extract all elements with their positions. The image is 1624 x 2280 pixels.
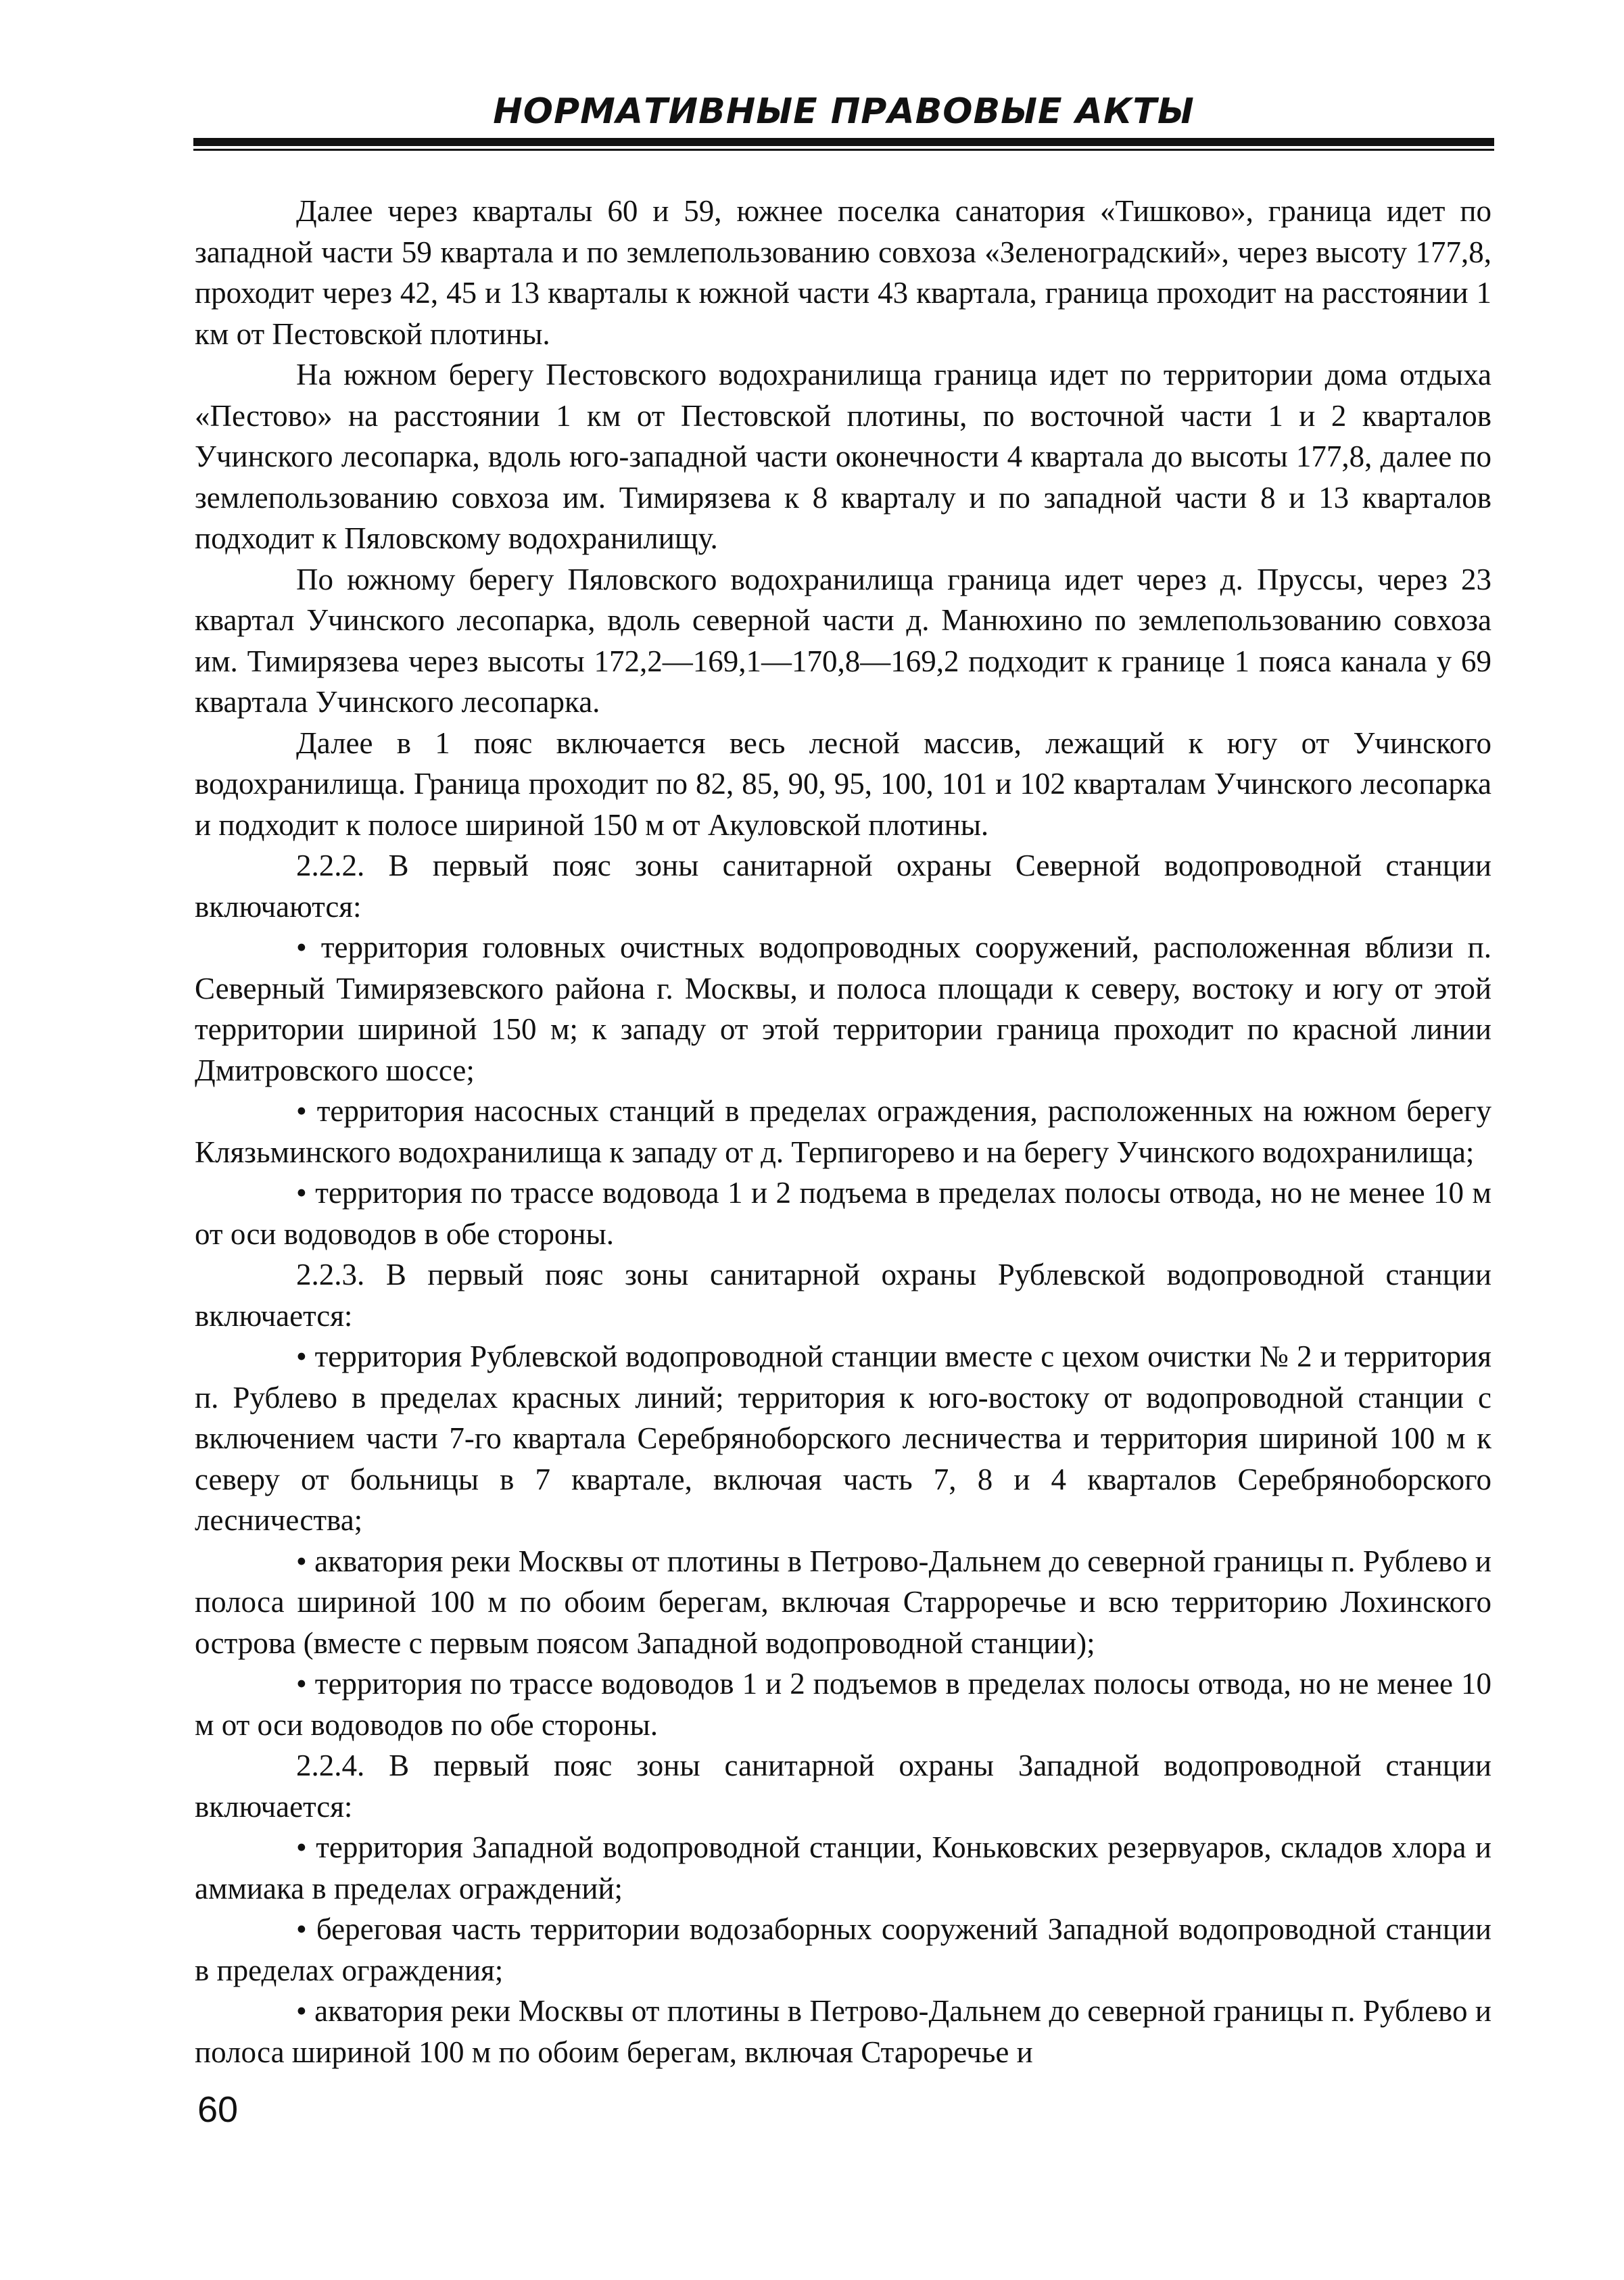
header-rule-thin <box>193 149 1494 151</box>
running-header <box>193 89 1494 151</box>
body-text <box>195 191 1491 2072</box>
section-paragraph-2-2-2: 2.2.2. В первый пояс зоны санитарной охраны Северной водопроводной станции включаются: <box>195 849 1491 924</box>
bullet-item: • территория по трассе водоводов 1 и 2 подъемов в пределах полосы отвода, но не менее 10 м от оси водоводов по обе стороны. <box>195 1667 1491 1742</box>
bullet-item: • территория головных очистных водопроводных сооружений, расположенная вблизи п. Северный Тимирязевского района г. Москвы, и полоса площади к северу, востоку и югу от этой территории шириной 150 м; к западу от этой территории граница проходит по красной линии Дмитровского шоссе; <box>195 930 1491 1087</box>
bullet-item: • береговая часть территории водозаборных сооружений Западной водопроводной станции в пределах ограждения; <box>195 1912 1491 1987</box>
paragraph: По южному берегу Пяловского водохранилища граница идет через д. Пруссы, через 23 квартал Учинского лесопарка, вдоль северной части д. Манюхино по землепользованию совхоза им. Тимирязева через высоты 172,2—169,1—170,8—169,2 подходит к границе 1 пояса канала у 69 квартала Учинского лесопарка. <box>195 562 1491 719</box>
section-title: НОРМАТИВНЫЕ ПРАВОВЫЕ АКТЫ <box>493 91 1195 132</box>
bullet-item: • территория Рублевской водопроводной станции вместе с цехом очистки № 2 и территория п. Рублево в пределах красных линий; территория к юго-востоку от водопроводной станции с включением части 7-го квартала Серебряноборского лесничества и территория шириной 100 м к северу от больницы в 7 квартале, включая часть 7, 8 и 4 кварталов Серебряноборского лесничества; <box>195 1339 1491 1537</box>
bullet-item: • территория Западной водопроводной станции, Коньковских резервуаров, складов хлора и аммиака в пределах ограждений; <box>195 1830 1491 1905</box>
bullet-item: • территория насосных станций в пределах ограждения, расположенных на южном берегу Клязьминского водохранилища к западу от д. Терпигорево и на берегу Учинского водохранилища; <box>195 1094 1491 1169</box>
paragraph: Далее в 1 пояс включается весь лесной массив, лежащий к югу от Учинского водохранилища. Граница проходит по 82, 85, 90, 95, 100, 101 и 102 кварталам Учинского лесопарка и подходит к полосе шириной 150 м от Акуловской плотины. <box>195 726 1491 842</box>
section-paragraph-2-2-4: 2.2.4. В первый пояс зоны санитарной охраны Западной водопроводной станции включается: <box>195 1749 1491 1824</box>
paragraph: На южном берегу Пестовского водохранилища граница идет по территории дома отдыха «Пестово» на расстоянии 1 км от Пестовской плотины, по восточной части 1 и 2 кварталов Учинского лесопарка, вдоль юго-западной части оконечности 4 квартала до высоты 177,8, далее по землепользованию совхоза им. Тимирязева к 8 кварталу и по западной части 8 и 13 кварталов подходит к Пяловскому водохранилищу. <box>195 358 1491 555</box>
header-rule <box>193 138 1494 146</box>
page-number: 60 <box>197 2089 239 2130</box>
bullet-item: • акватория реки Москвы от плотины в Петрово-Дальнем до северной границы п. Рублево и полоса шириной 100 м по обоим берегам, включая Старроречье и всю территорию Лохинского острова (вместе с первым поясом Западной водопроводной станции); <box>195 1544 1491 1660</box>
bullet-item: • акватория реки Москвы от плотины в Петрово-Дальнем до северной границы п. Рублево и полоса шириной 100 м по обоим берегам, включая Староречье и <box>195 1994 1491 2069</box>
paragraph: Далее через кварталы 60 и 59, южнее поселка санатория «Тишково», граница идет по западной части 59 квартала и по землепользованию совхоза «Зеленоградский», через высоту 177,8, проходит через 42, 45 и 13 кварталы к южной части 43 квартала, граница проходит на расстоянии 1 км от Пестовской плотины. <box>195 194 1491 351</box>
bullet-item: • территория по трассе водовода 1 и 2 подъема в пределах полосы отвода, но не менее 10 м от оси водоводов в обе стороны. <box>195 1176 1491 1251</box>
section-paragraph-2-2-3: 2.2.3. В первый пояс зоны санитарной охраны Рублевской водопроводной станции включается: <box>195 1258 1491 1333</box>
